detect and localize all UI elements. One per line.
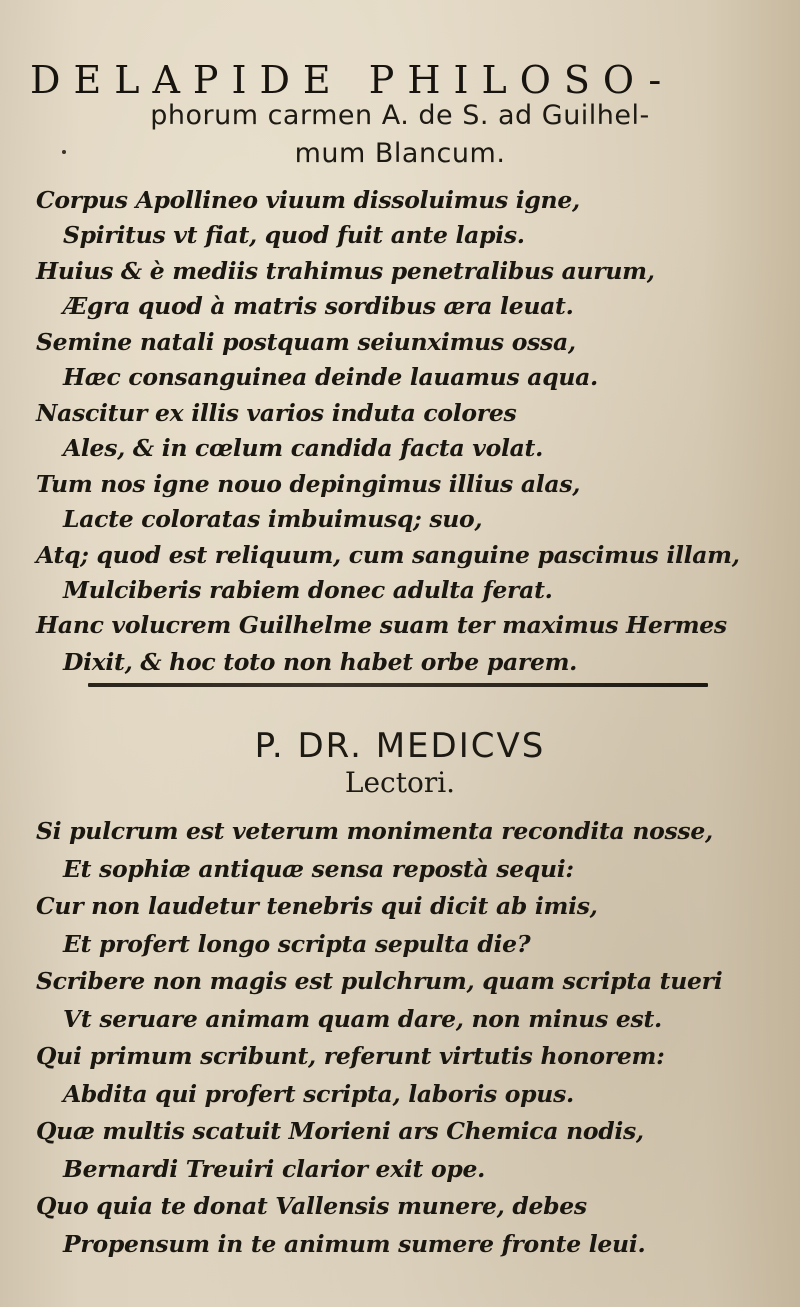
- section-title: P. DR. MEDICVS: [254, 726, 546, 766]
- address-line: Si pulcrum est veterum monimenta recondita nosse,: [36, 817, 713, 845]
- poem-line: Dixit, & hoc toto non habet orbe parem.: [63, 648, 578, 676]
- address-line: Cur non laudetur tenebris qui dicit ab imis,: [36, 892, 598, 920]
- address-line: Scribere non magis est pulchrum, quam scripta tueri: [36, 967, 723, 995]
- poem-line: Corpus Apollineo viuum dissoluimus igne,: [36, 186, 580, 214]
- poem-line: Semine natali postquam seiunximus ossa,: [36, 328, 576, 356]
- address-line: Bernardi Treuiri clarior exit ope.: [63, 1155, 486, 1183]
- poem-line: Huius & è mediis trahimus penetralibus aurum,: [36, 257, 655, 285]
- poem-line: Tum nos igne nouo depingimus illius alas,: [36, 470, 581, 498]
- section-subtitle: Lectori.: [344, 766, 456, 799]
- address-line: Vt seruare animam quam dare, non minus est.: [63, 1005, 662, 1033]
- poem-line: Nascitur ex illis varios induta colores: [36, 399, 517, 427]
- address-line: Abdita qui profert scripta, laboris opus.: [63, 1080, 574, 1108]
- address-line: Qui primum scribunt, referunt virtutis honorem:: [36, 1042, 665, 1070]
- poem-line: Mulciberis rabiem donec adulta ferat.: [63, 576, 553, 604]
- chapter-title-line-1: DELAPIDE PHILOSO-: [30, 58, 675, 102]
- chapter-title-line-2: phorum carmen A. de S. ad Guilhel-: [150, 100, 650, 131]
- poem-line: Ægra quod à matris sordibus æra leuat.: [63, 292, 574, 320]
- poem-line: Spiritus vt fiat, quod fuit ante lapis.: [63, 221, 525, 249]
- address-line: Quo quia te donat Vallensis munere, debes: [36, 1192, 587, 1220]
- chapter-title-line-3: mum Blancum.: [294, 138, 506, 169]
- poem-line: Hæc consanguinea deinde lauamus aqua.: [63, 363, 598, 391]
- poem-line: Lacte coloratas imbuimusq; suo,: [63, 505, 483, 533]
- address-line: Et profert longo scripta sepulta die?: [63, 930, 531, 958]
- section-divider: [88, 683, 708, 687]
- poem-line: Ales, & in cœlum candida facta volat.: [63, 434, 543, 462]
- address-line: Propensum in te animum sumere fronte leui.: [63, 1230, 646, 1258]
- poem-line: Hanc volucrem Guilhelme suam ter maximus Hermes: [36, 611, 727, 639]
- address-line: Et sophiæ antiquæ sensa repostà sequi:: [63, 855, 574, 883]
- poem-line: Atq; quod est reliquum, cum sanguine pascimus illam,: [36, 541, 740, 569]
- address-line: Quæ multis scatuit Morieni ars Chemica nodis,: [36, 1117, 644, 1145]
